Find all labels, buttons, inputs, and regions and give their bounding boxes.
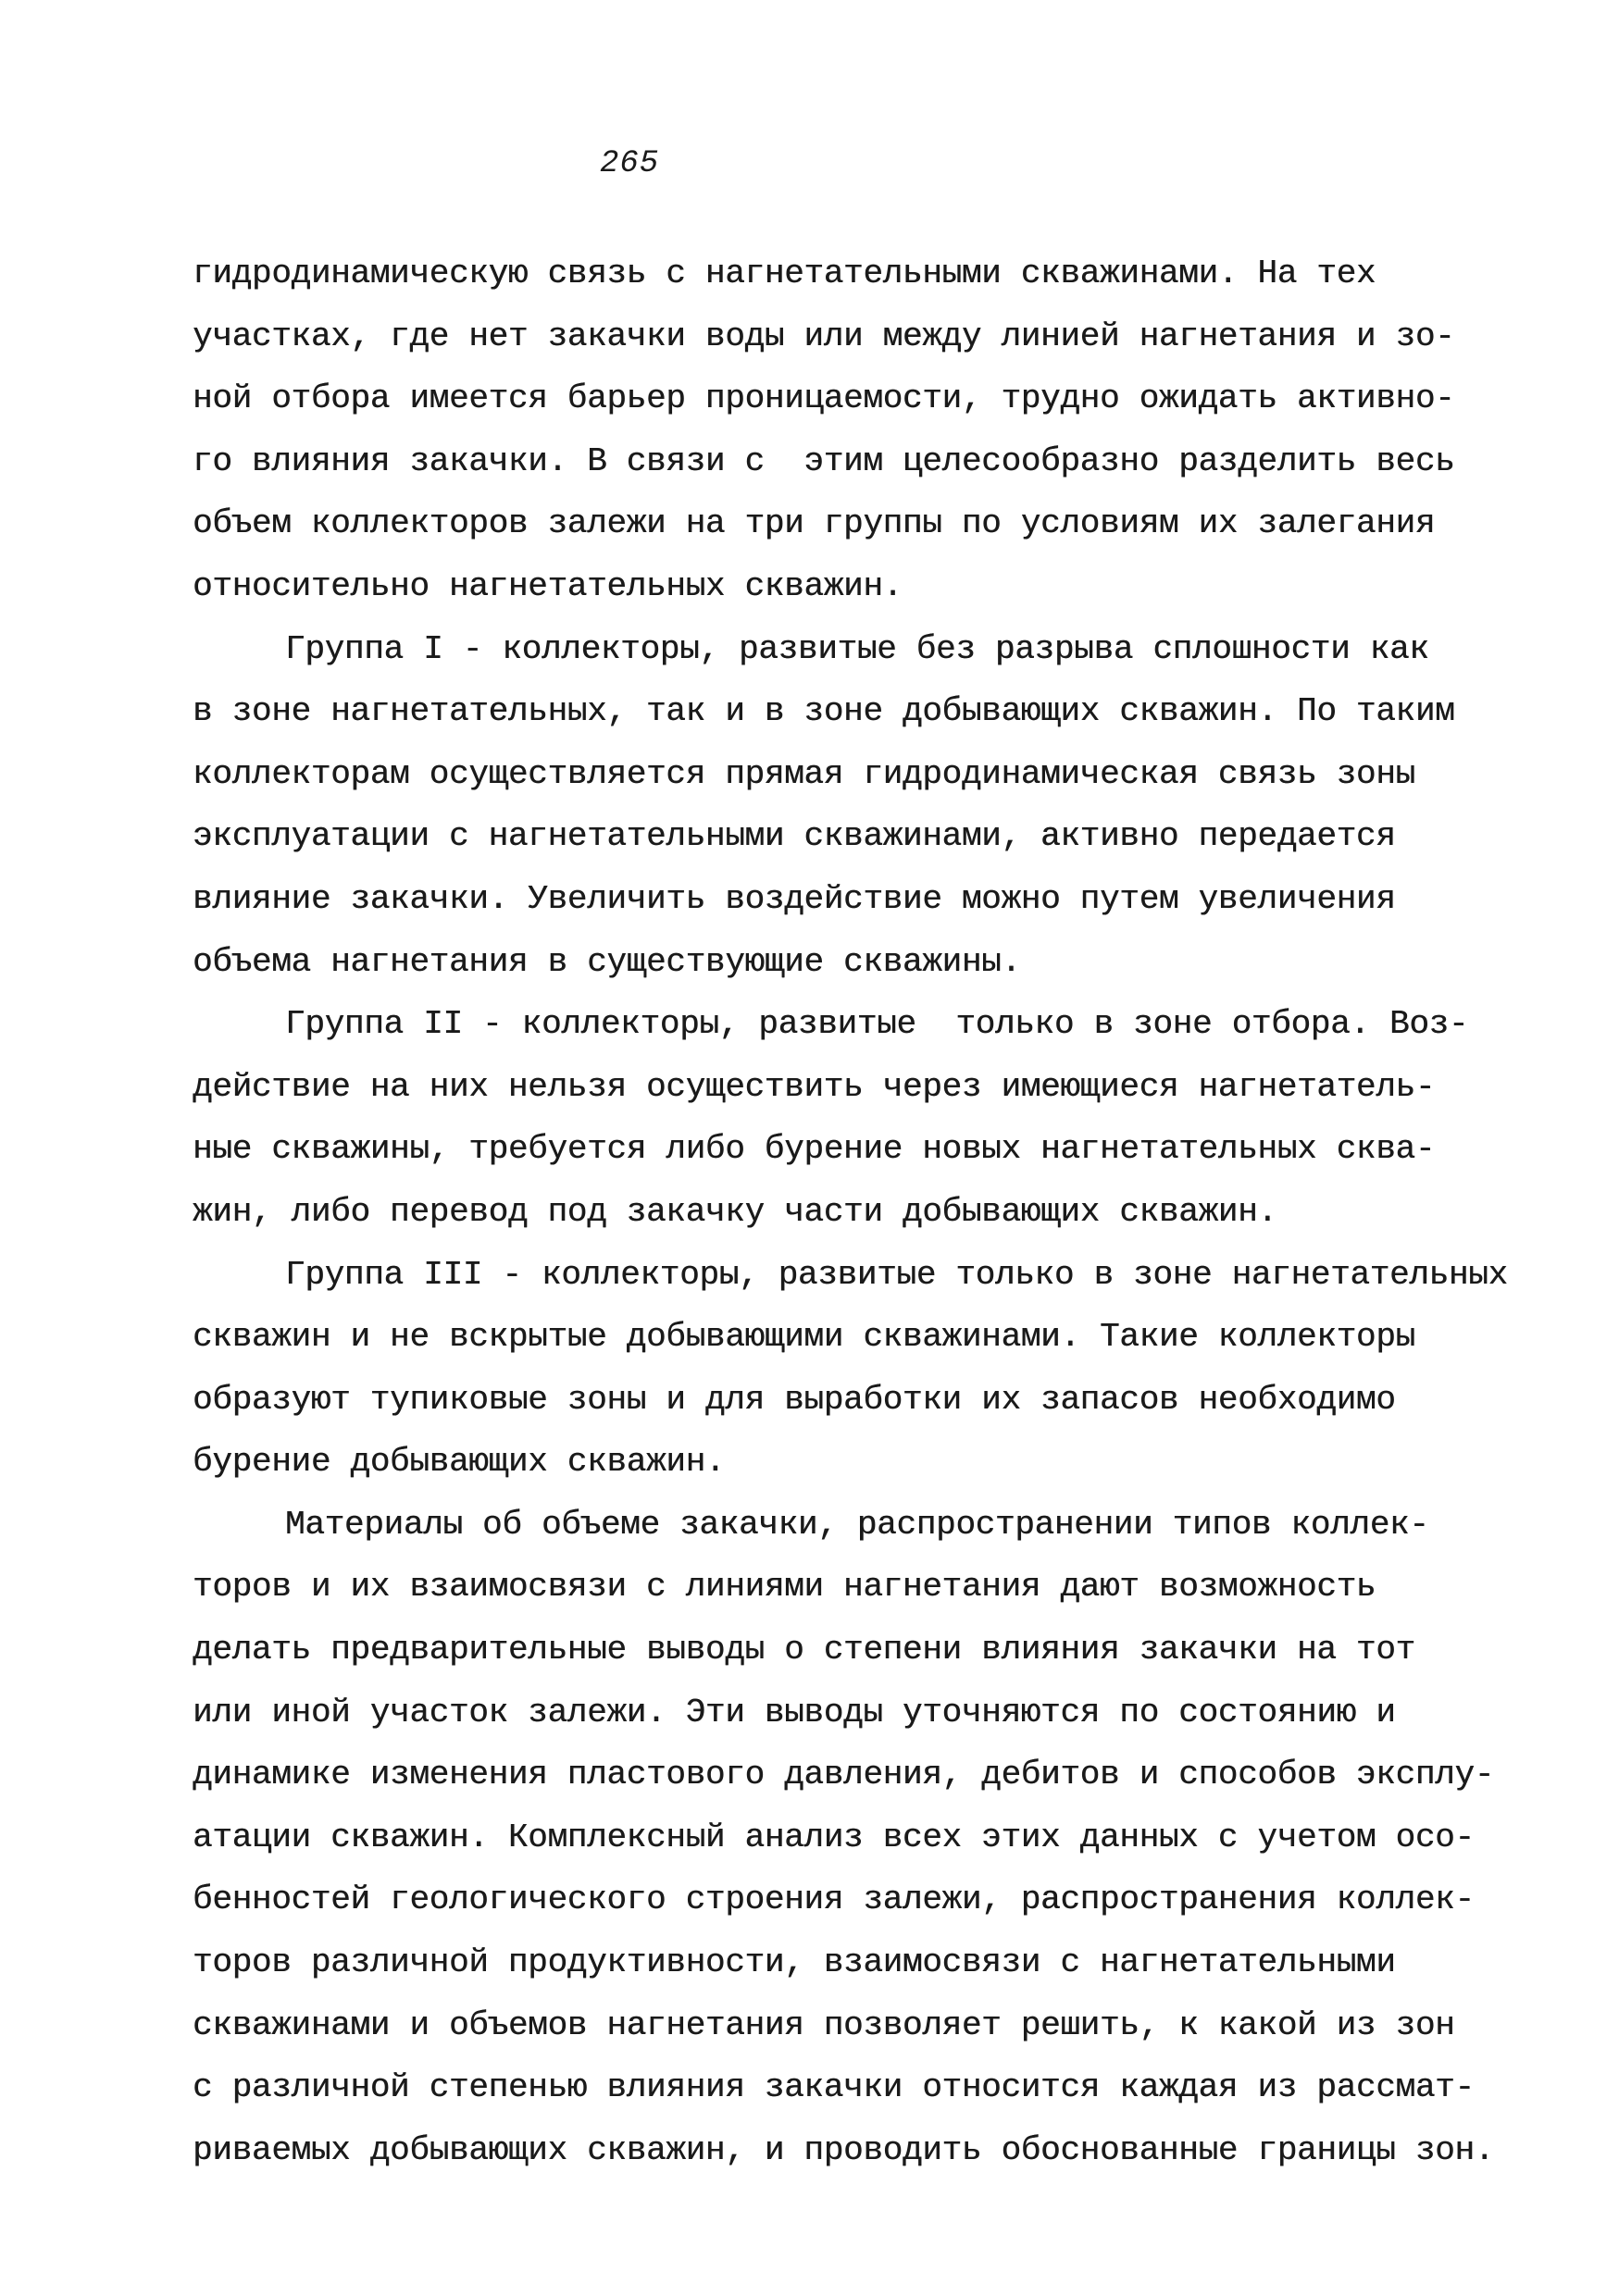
- text-line: го влияния закачки. В связи с этим целесообразно разделить весь: [193, 441, 1455, 480]
- text-line: гидродинамическую связь с нагнетательными скважинами. На тех: [193, 254, 1376, 292]
- text-line: или иной участок залежи. Эти выводы уточняются по состоянию и: [193, 1693, 1396, 1731]
- text-line: участках, где нет закачки воды или между линией нагнетания и зо-: [193, 316, 1455, 355]
- text-line: скважин и не вскрытые добывающими скважинами. Такие коллекторы: [193, 1318, 1415, 1357]
- text-line: динамике изменения пластового давления, дебитов и способов эксплу-: [193, 1756, 1495, 1794]
- text-line: Материалы об объеме закачки, распространении типов коллек-: [285, 1505, 1429, 1544]
- text-line: торов различной продуктивности, взаимосвязи с нагнетательными: [193, 1943, 1396, 1982]
- text-line: относительно нагнетательных скважин.: [193, 566, 903, 605]
- text-line: торов и их взаимосвязи с линиями нагнетания дают возможность: [193, 1568, 1376, 1607]
- text-line: действие на них нельзя осуществить через имеющиеся нагнетатель-: [193, 1067, 1436, 1106]
- text-line: делать предварительные выводы о степени влияния закачки на тот: [193, 1631, 1415, 1669]
- text-line: бурение добывающих скважин.: [193, 1443, 726, 1482]
- text-line: скважинами и объемов нагнетания позволяет решить, к какой из зон: [193, 2005, 1455, 2044]
- text-line: жин, либо перевод под закачку части добывающих скважин.: [193, 1192, 1277, 1231]
- body-text: [193, 242, 1508, 2181]
- text-line: Группа II - коллекторы, развитые только в зоне отбора. Воз-: [285, 1005, 1469, 1044]
- text-line: объем коллекторов залежи на три группы по условиям их залегания: [193, 504, 1436, 543]
- text-line: Группа I - коллекторы, развитые без разрыва сплошности как: [285, 629, 1429, 668]
- text-line: в зоне нагнетательных, так и в зоне добывающих скважин. По таким: [193, 692, 1455, 731]
- text-line: ной отбора имеется барьер проницаемости, трудно ожидать активно-: [193, 379, 1455, 418]
- text-line: влияние закачки. Увеличить воздействие можно путем увеличения: [193, 879, 1396, 918]
- text-line: ные скважины, требуется либо бурение новых нагнетательных сква-: [193, 1130, 1436, 1169]
- text-line: риваемых добывающих скважин, и проводить обоснованные границы зон.: [193, 2130, 1495, 2169]
- text-line: с различной степенью влияния закачки относится каждая из рассмат-: [193, 2068, 1475, 2107]
- page-number: 265: [600, 146, 660, 181]
- text-line: атации скважин. Комплексный анализ всех этих данных с учетом осо-: [193, 1818, 1475, 1856]
- text-line: бенностей геологического строения залежи, распространения коллек-: [193, 1880, 1475, 1919]
- text-line: эксплуатации с нагнетательными скважинами, активно передается: [193, 817, 1396, 856]
- text-line: объема нагнетания в существующие скважины.: [193, 942, 1021, 981]
- text-line: Группа III - коллекторы, развитые только в зоне нагнетательных: [285, 1255, 1508, 1294]
- text-line: коллекторам осуществляется прямая гидродинамическая связь зоны: [193, 754, 1415, 793]
- text-line: образуют тупиковые зоны и для выработки их запасов необходимо: [193, 1380, 1396, 1419]
